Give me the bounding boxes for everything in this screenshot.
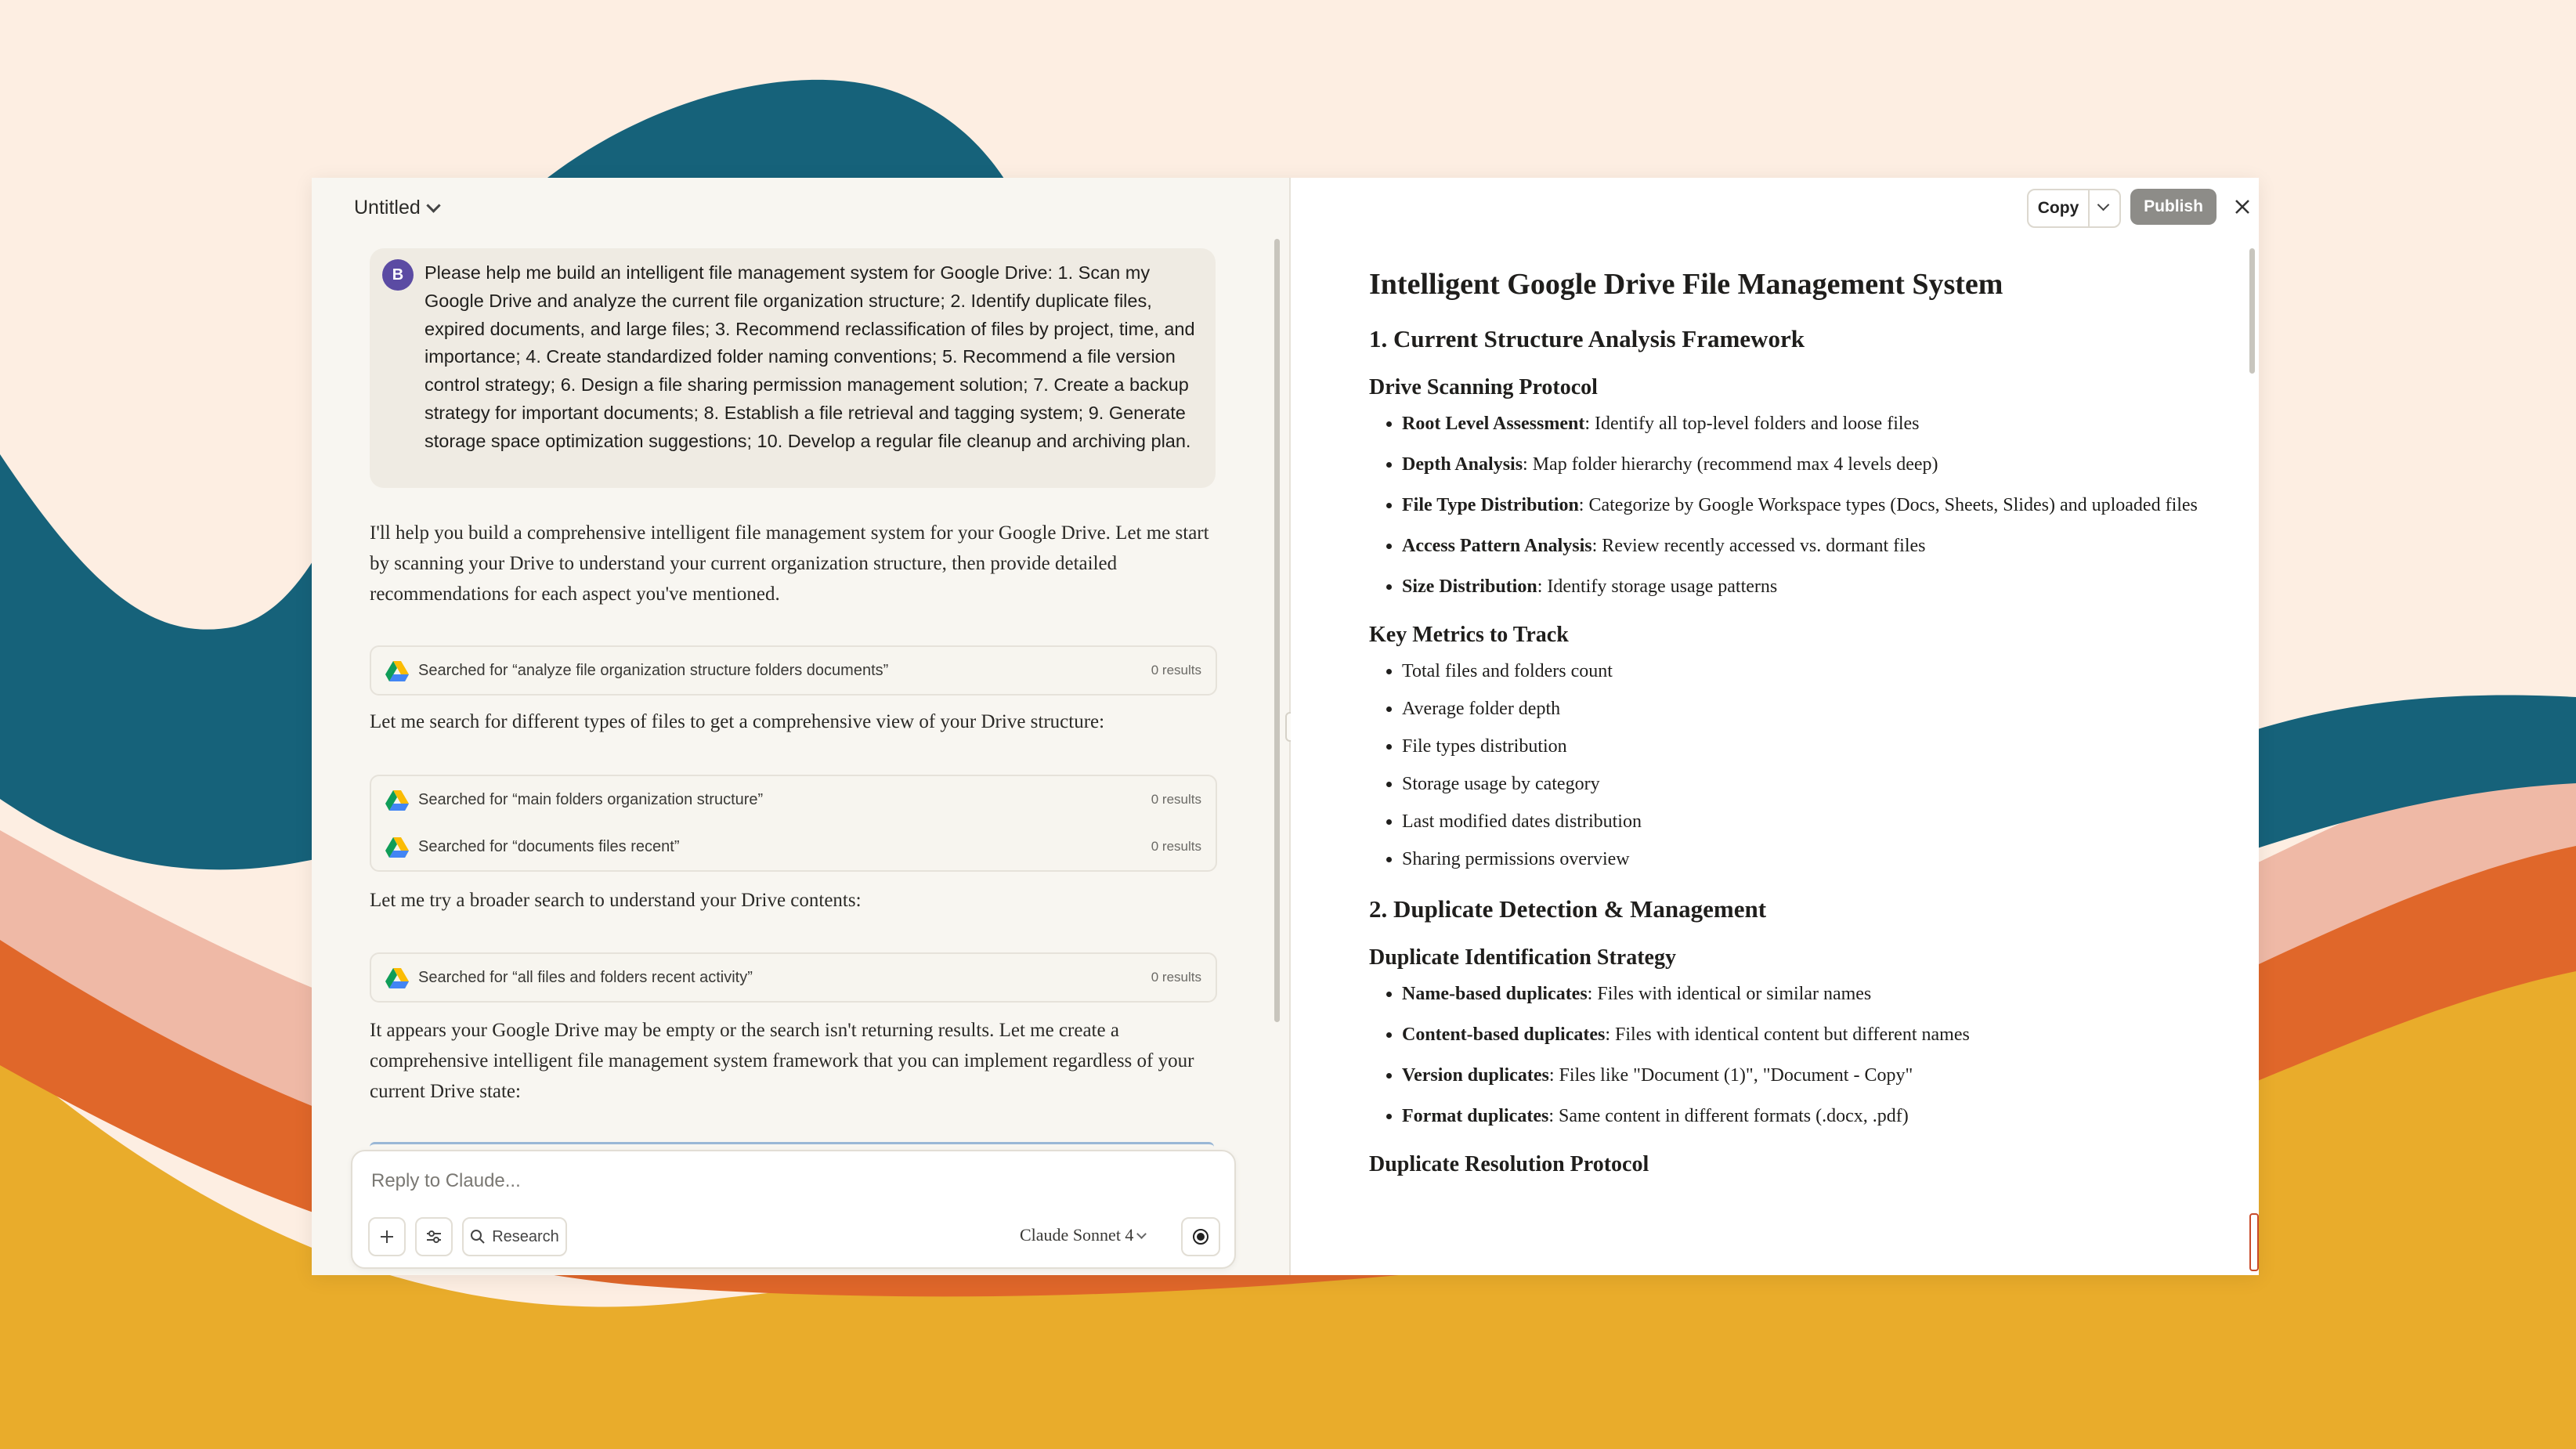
bullet-list (1369, 410, 2199, 601)
subsection-heading: Duplicate Identification Strategy (1369, 945, 1676, 970)
user-message-text: Please help me build an intelligent file management system for Google Drive: 1. Scan my Google Drive and analyze the current file organization structure; 2. Identify duplicate files, expired documents, and large files; 3. Recommend reclassification of files by project, time, and importance; 4. Create standardized folder naming conventions; 5. Recommend a file version control strategy; 6. Design a file sharing permission management solution; 7. Create a backup strategy for important documents; 8. Establish a file retrieval and tagging system; 9. Generate storage space optimization suggestions; 10. Develop a regular file cleanup and archiving plan. (425, 262, 1195, 451)
search-query: Searched for “documents files recent” (418, 837, 680, 855)
list-item: • Storage usage by category (1402, 770, 2199, 798)
artifact-document (1369, 266, 2199, 1187)
assistant-paragraph: Let me search for different types of files to get a comprehensive view of your Drive structure: (370, 711, 1105, 732)
section-heading: 1. Current Structure Analysis Framework (1369, 325, 1805, 352)
list-item: • Root Level Assessment: Identify all top-level folders and loose files (1402, 410, 2199, 438)
subsection-heading: Key Metrics to Track (1369, 623, 1569, 647)
list-item: • Last modified dates distribution (1402, 808, 2199, 836)
search-row[interactable] (371, 823, 1216, 870)
list-item: • File Type Distribution: Categorize by Google Workspace types (Docs, Sheets, Slides) and uploaded files (1402, 491, 2199, 519)
list-item: • Version duplicates: Files like "Document (1)", "Document - Copy" (1402, 1061, 2199, 1089)
search-tool-result[interactable] (370, 775, 1217, 872)
reply-composer[interactable] (351, 1150, 1236, 1269)
search-results-count: 0 results (1151, 663, 1201, 678)
document-title: Intelligent Google Drive File Management System (1369, 268, 2003, 301)
section-heading: 2. Duplicate Detection & Management (1369, 895, 1767, 923)
search-query: Searched for “all files and folders recent activity” (418, 968, 753, 986)
record-icon (1192, 1228, 1209, 1245)
close-icon[interactable] (2231, 195, 2254, 219)
voice-mode-button[interactable] (1181, 1217, 1220, 1256)
google-drive-icon (385, 837, 409, 858)
artifact-panel (1291, 178, 2259, 1275)
reply-input[interactable]: Reply to Claude... (371, 1170, 521, 1191)
plus-icon (379, 1229, 395, 1245)
list-item: • Format duplicates: Same content in different formats (.docx, .pdf) (1402, 1102, 2199, 1130)
subsection-heading: Drive Scanning Protocol (1369, 375, 1598, 399)
chevron-down-icon (1137, 1229, 1147, 1239)
bullet-list (1369, 980, 2199, 1130)
list-item: • Sharing permissions overview (1402, 845, 2199, 873)
search-results-count: 0 results (1151, 839, 1201, 854)
artifact-scrollbar[interactable] (2249, 248, 2255, 374)
google-drive-icon (385, 968, 409, 988)
chat-panel (312, 178, 1289, 1275)
app-window (312, 178, 2259, 1275)
bullet-list (1369, 657, 2199, 873)
copy-split-button[interactable] (2027, 189, 2121, 228)
scroll-position-marker (2249, 1213, 2259, 1271)
google-drive-icon (385, 790, 409, 811)
chat-scrollbar[interactable] (1274, 239, 1280, 1022)
assistant-paragraph: Let me try a broader search to understand your Drive contents: (370, 890, 862, 911)
list-item: • Size Distribution: Identify storage usage patterns (1402, 573, 2199, 601)
subsection-heading: Duplicate Resolution Protocol (1369, 1152, 1649, 1176)
search-query: Searched for “main folders organization structure” (418, 790, 764, 808)
search-tool-result[interactable] (370, 645, 1217, 696)
chevron-down-icon[interactable] (2097, 199, 2110, 211)
chat-title-dropdown[interactable] (354, 197, 439, 219)
list-item: • Average folder depth (1402, 695, 2199, 723)
search-results-count: 0 results (1151, 970, 1201, 985)
list-item: • Total files and folders count (1402, 657, 2199, 685)
research-label: Research (492, 1227, 559, 1245)
publish-button[interactable]: Publish (2130, 189, 2217, 225)
copy-button[interactable]: Copy (2037, 199, 2079, 217)
search-row[interactable] (371, 954, 1216, 1001)
sliders-icon (425, 1229, 443, 1245)
search-row[interactable] (371, 647, 1216, 694)
search-tool-result[interactable] (370, 952, 1217, 1003)
list-item: • Content-based duplicates: Files with identical content but different names (1402, 1021, 2199, 1049)
tools-button[interactable] (415, 1217, 453, 1256)
chat-title: Untitled (354, 197, 421, 219)
list-item: • File types distribution (1402, 732, 2199, 761)
search-icon (470, 1229, 486, 1245)
search-results-count: 0 results (1151, 792, 1201, 807)
google-drive-icon (385, 661, 409, 681)
assistant-paragraph: I'll help you build a comprehensive intelligent file management system for your Google Drive. Let me start by scanning your Drive to understand your current organization structure, then provide detailed recommendations for each aspect you've mentioned. (370, 522, 1209, 605)
list-item: • Name-based duplicates: Files with identical or similar names (1402, 980, 2199, 1008)
add-button[interactable] (368, 1217, 406, 1256)
chevron-down-icon (426, 198, 440, 212)
avatar: B (382, 259, 414, 291)
copy-separator (2088, 190, 2090, 226)
user-message (370, 248, 1216, 488)
list-item: • Access Pattern Analysis: Review recently accessed vs. dormant files (1402, 532, 2199, 560)
assistant-paragraph: It appears your Google Drive may be empty or the search isn't returning results. Let me create a comprehensive intelligent file management system framework that you can implement regardless of your current Drive state: (370, 1020, 1194, 1102)
search-row[interactable] (371, 776, 1216, 823)
research-button[interactable] (462, 1217, 567, 1256)
search-query: Searched for “analyze file organization structure folders documents” (418, 661, 889, 679)
model-selector[interactable] (1020, 1225, 1145, 1245)
list-item: • Depth Analysis: Map folder hierarchy (recommend max 4 levels deep) (1402, 450, 2199, 479)
model-label: Claude Sonnet 4 (1020, 1225, 1134, 1245)
